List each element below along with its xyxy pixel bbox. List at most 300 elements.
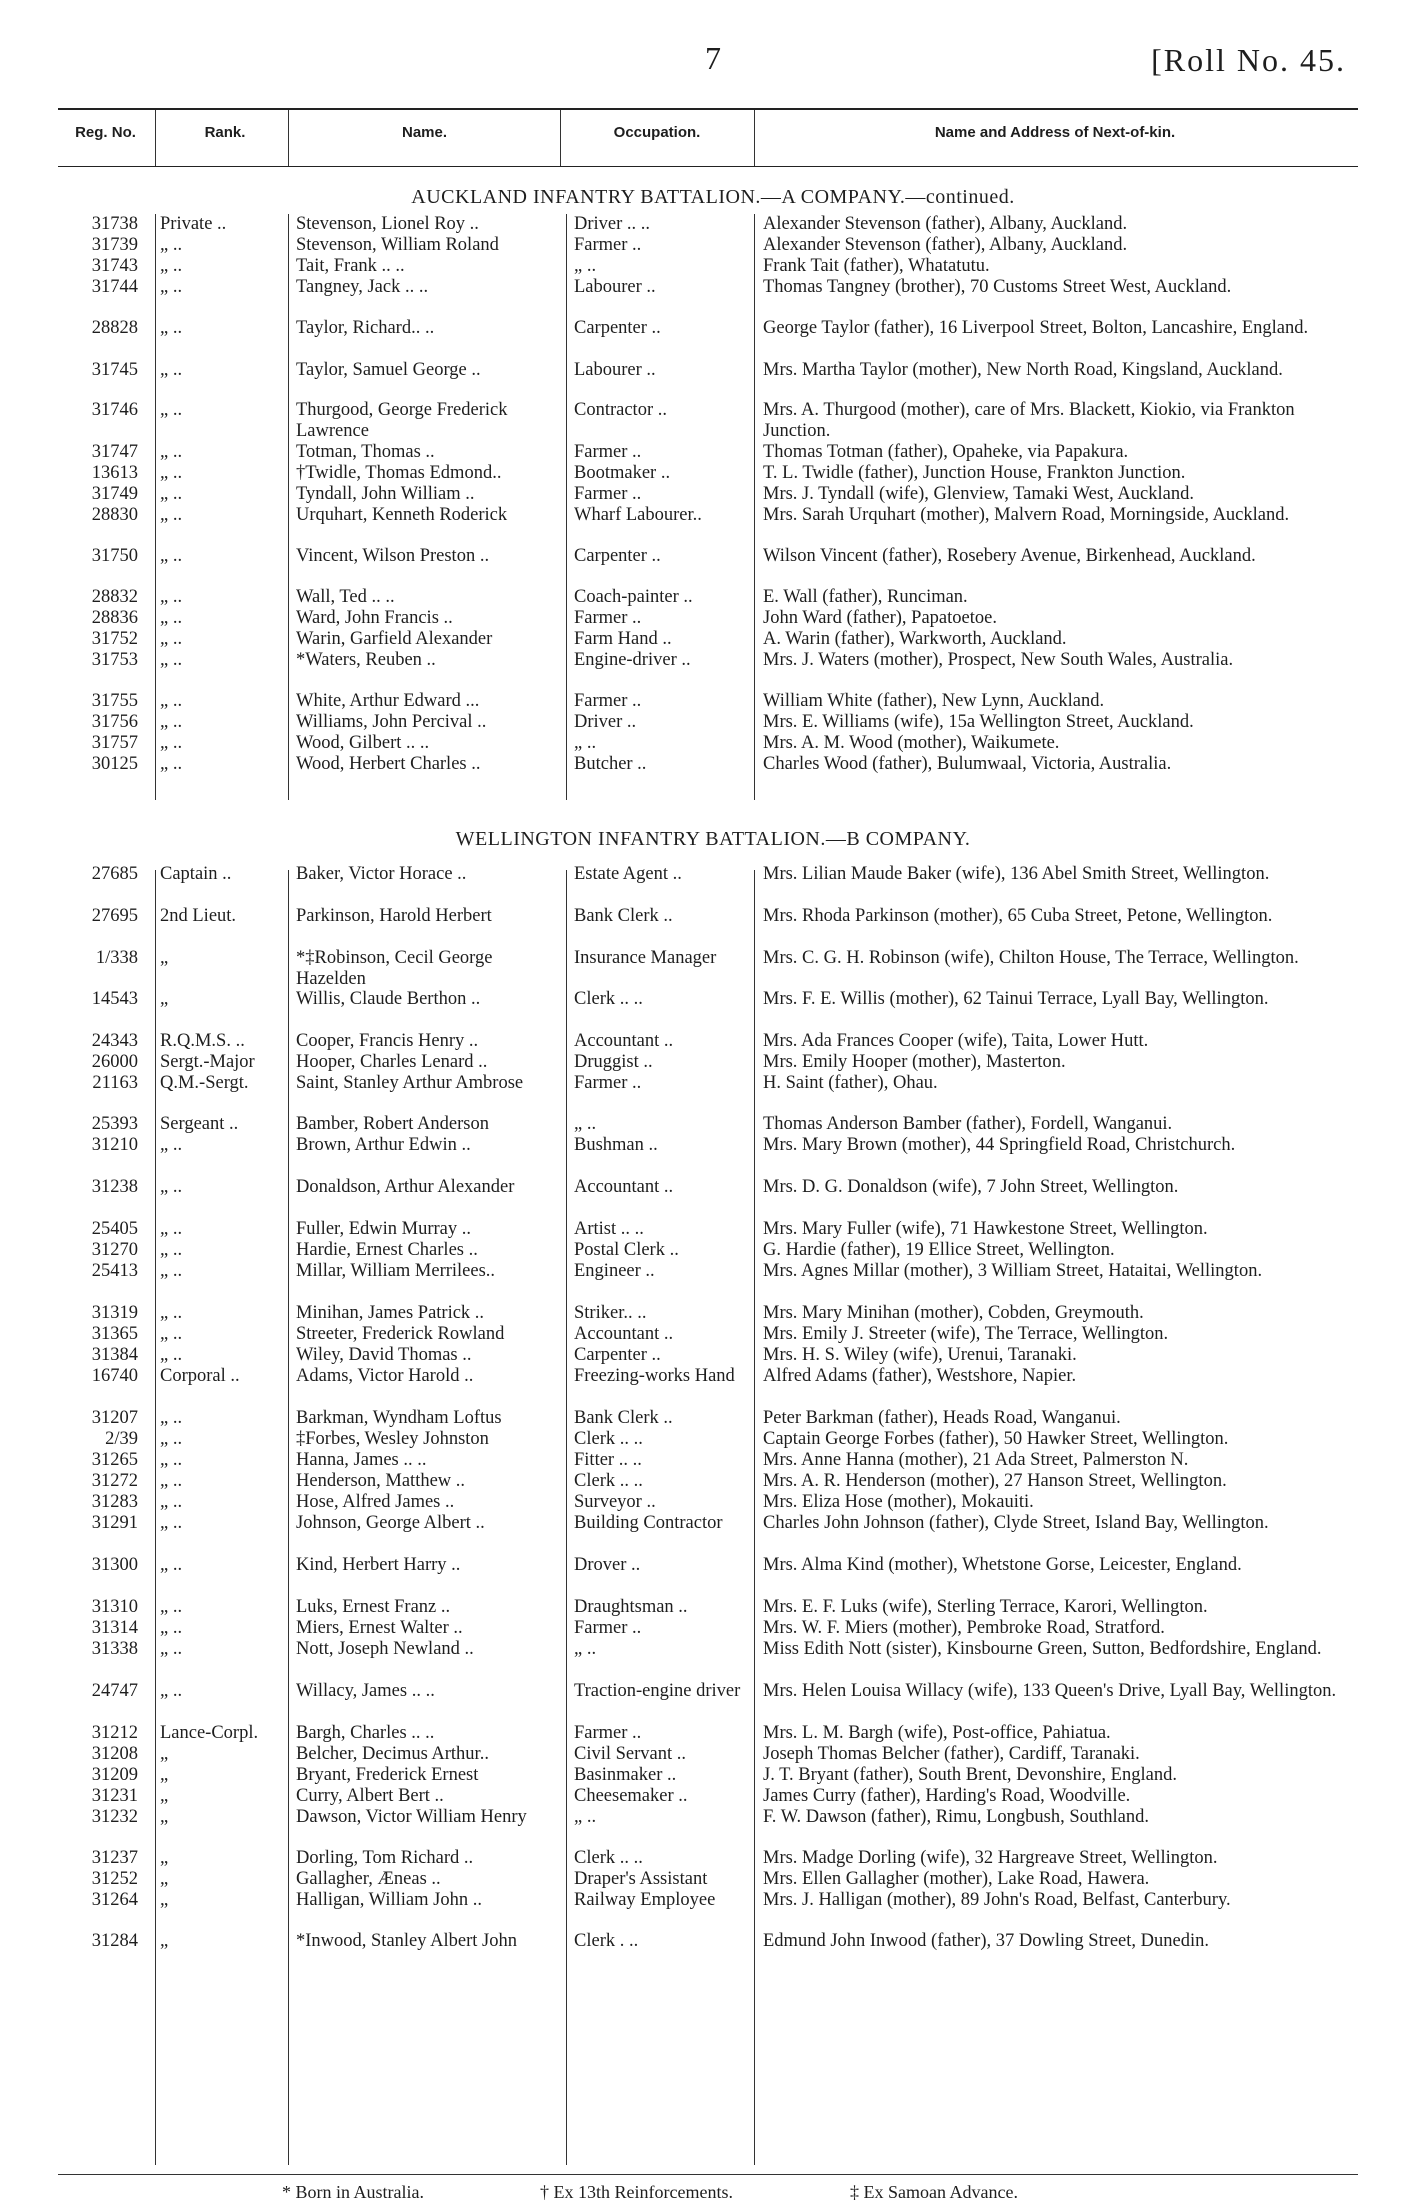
- cell-rank: „ ..: [160, 1345, 183, 1365]
- cell-kin: Wilson Vincent (father), Rosebery Avenue, Birkenhead, Auckland.: [763, 546, 1256, 566]
- cell-rank: „ ..: [160, 442, 183, 462]
- cell-reg: 31283: [91, 1492, 138, 1512]
- cell-rank: „ ..: [160, 1219, 183, 1239]
- column-divider: [754, 870, 755, 2165]
- cell-name: Hooper, Charles Lenard ..: [296, 1052, 488, 1072]
- cell-reg: 31310: [91, 1597, 138, 1617]
- cell-occ: Clerk .. ..: [574, 1848, 643, 1868]
- cell-rank: „ ..: [160, 1471, 183, 1491]
- cell-rank: Corporal ..: [160, 1366, 240, 1386]
- cell-rank: „ ..: [160, 256, 183, 276]
- cell-rank: „ ..: [160, 629, 183, 649]
- cell-kin: Mrs. Eliza Hose (mother), Mokauiti.: [763, 1492, 1034, 1512]
- cell-name: Johnson, George Albert ..: [296, 1513, 485, 1533]
- cell-name: Stevenson, Lionel Roy ..: [296, 214, 479, 234]
- cell-kin: Mrs. Lilian Maude Baker (wife), 136 Abel Smith Street, Wellington.: [763, 864, 1270, 884]
- cell-rank: Sergeant ..: [160, 1114, 239, 1134]
- cell-occ: Butcher ..: [574, 754, 647, 774]
- cell-reg: 31291: [91, 1513, 138, 1533]
- cell-name: Hose, Alfred James ..: [296, 1492, 455, 1512]
- cell-kin: Alexander Stevenson (father), Albany, Auckland.: [763, 235, 1128, 255]
- cell-rank: Captain ..: [160, 864, 232, 884]
- cell-reg: 31264: [91, 1890, 138, 1910]
- cell-occ: Druggist ..: [574, 1052, 653, 1072]
- cell-occ: Cheesemaker ..: [574, 1786, 688, 1806]
- footnote-samoan-advance: ‡ Ex Samoan Advance.: [850, 2182, 1018, 2202]
- cell-name: Tait, Frank .. ..: [296, 256, 405, 276]
- cell-reg: 31284: [91, 1931, 138, 1951]
- cell-rank: „: [160, 989, 169, 1009]
- cell-kin: James Curry (father), Harding's Road, Woodville.: [763, 1786, 1131, 1806]
- cell-reg: 31272: [91, 1471, 138, 1491]
- cell-rank: „ ..: [160, 1555, 183, 1575]
- cell-reg: 31750: [91, 546, 138, 566]
- cell-kin: Mrs. Mary Brown (mother), 44 Springfield Road, Christchurch.: [763, 1135, 1236, 1155]
- cell-occ: Carpenter ..: [574, 318, 661, 338]
- cell-reg: 31338: [91, 1639, 138, 1659]
- cell-reg: 31208: [91, 1744, 138, 1764]
- cell-rank: „ ..: [160, 400, 183, 420]
- cell-occ: Drover ..: [574, 1555, 641, 1575]
- cell-rank: „ ..: [160, 608, 183, 628]
- cell-kin: George Taylor (father), 16 Liverpool Street, Bolton, Lancashire, England.: [763, 318, 1309, 338]
- cell-kin: Alexander Stevenson (father), Albany, Auckland.: [763, 214, 1128, 234]
- cell-rank: „ ..: [160, 1492, 183, 1512]
- cell-name: Belcher, Decimus Arthur..: [296, 1744, 489, 1764]
- cell-rank: „ ..: [160, 360, 183, 380]
- cell-kin: Mrs. Emily Hooper (mother), Masterton.: [763, 1052, 1066, 1072]
- cell-name: Wood, Gilbert .. ..: [296, 733, 430, 753]
- cell-occ: Farmer ..: [574, 1723, 642, 1743]
- cell-kin: Mrs. W. F. Miers (mother), Pembroke Road, Stratford.: [763, 1618, 1165, 1638]
- cell-reg: 31319: [91, 1303, 138, 1323]
- cell-rank: „ ..: [160, 691, 183, 711]
- cell-rank: „ ..: [160, 1681, 183, 1701]
- cell-reg: 31746: [91, 400, 138, 420]
- cell-rank: Sergt.-Major: [160, 1052, 255, 1072]
- cell-kin: Mrs. Madge Dorling (wife), 32 Hargreave Street, Wellington.: [763, 1848, 1218, 1868]
- cell-name: Gallagher, Æneas ..: [296, 1869, 441, 1889]
- cell-occ: Coach-painter ..: [574, 587, 693, 607]
- cell-kin: Mrs. Agnes Millar (mother), 3 William Street, Hataitai, Wellington.: [763, 1261, 1263, 1281]
- cell-kin: Mrs. Mary Fuller (wife), 71 Hawkestone Street, Wellington.: [763, 1219, 1208, 1239]
- cell-occ: Clerk .. ..: [574, 1471, 643, 1491]
- cell-name: Hardie, Ernest Charles ..: [296, 1240, 478, 1260]
- cell-rank: „ ..: [160, 318, 183, 338]
- cell-rank: „: [160, 1869, 169, 1889]
- cell-kin: F. W. Dawson (father), Rimu, Longbush, Southland.: [763, 1807, 1149, 1827]
- cell-name: Curry, Albert Bert ..: [296, 1786, 444, 1806]
- cell-name: Adams, Victor Harold ..: [296, 1366, 474, 1386]
- cell-reg: 31252: [91, 1869, 138, 1889]
- cell-reg: 1/338: [95, 948, 138, 968]
- column-divider: [566, 214, 567, 800]
- page-number: 7: [705, 40, 721, 76]
- cell-rank: „ ..: [160, 1135, 183, 1155]
- cell-kin: Thomas Anderson Bamber (father), Fordell, Wanganui.: [763, 1114, 1173, 1134]
- cell-reg: 31744: [91, 277, 138, 297]
- cell-name: *Waters, Reuben ..: [296, 650, 436, 670]
- cell-kin: Mrs. E. F. Luks (wife), Sterling Terrace, Karori, Wellington.: [763, 1597, 1208, 1617]
- cell-reg: 28836: [91, 608, 138, 628]
- cell-kin: Mrs. Anne Hanna (mother), 21 Ada Street, Palmerston N.: [763, 1450, 1189, 1470]
- cell-reg: 31210: [91, 1135, 138, 1155]
- cell-kin: T. L. Twidle (father), Junction House, Frankton Junction.: [763, 463, 1186, 483]
- cell-reg: 24747: [91, 1681, 138, 1701]
- cell-rank: „ ..: [160, 733, 183, 753]
- cell-name: Vincent, Wilson Preston ..: [296, 546, 490, 566]
- cell-name: Taylor, Richard.. ..: [296, 318, 435, 338]
- cell-name: Willis, Claude Berthon ..: [296, 989, 481, 1009]
- cell-kin: Thomas Totman (father), Opaheke, via Papakura.: [763, 442, 1129, 462]
- column-divider: [560, 110, 561, 166]
- cell-kin: Charles John Johnson (father), Clyde Street, Island Bay, Wellington.: [763, 1513, 1269, 1533]
- cell-kin: Mrs. H. S. Wiley (wife), Urenui, Taranaki.: [763, 1345, 1077, 1365]
- cell-name: Streeter, Frederick Rowland: [296, 1324, 505, 1344]
- roll-label: [Roll No. 45.: [1151, 42, 1346, 78]
- cell-name: Wall, Ted .. ..: [296, 587, 395, 607]
- cell-kin: Edmund John Inwood (father), 37 Dowling Street, Dunedin.: [763, 1931, 1209, 1951]
- cell-kin: Mrs. Alma Kind (mother), Whetstone Gorse, Leicester, England.: [763, 1555, 1242, 1575]
- cell-reg: 2/39: [105, 1429, 138, 1449]
- cell-occ: „ ..: [574, 256, 597, 276]
- cell-reg: 31753: [91, 650, 138, 670]
- cell-occ: Postal Clerk ..: [574, 1240, 679, 1260]
- column-header-rank: Rank.: [204, 124, 246, 141]
- cell-rank: „ ..: [160, 484, 183, 504]
- column-divider: [288, 110, 289, 166]
- cell-occ: Farmer ..: [574, 442, 642, 462]
- cell-rank: „ ..: [160, 505, 183, 525]
- cell-rank: „ ..: [160, 754, 183, 774]
- cell-reg: 31314: [91, 1618, 138, 1638]
- cell-reg: 31212: [91, 1723, 138, 1743]
- cell-kin: Peter Barkman (father), Heads Road, Wanganui.: [763, 1408, 1121, 1428]
- cell-occ: Clerk .. ..: [574, 989, 643, 1009]
- section-title: AUCKLAND INFANTRY BATTALION.—A COMPANY.—continued.: [411, 186, 1015, 208]
- cell-kin: Mrs. L. M. Bargh (wife), Post-office, Pahiatua.: [763, 1723, 1111, 1743]
- cell-occ: Draughtsman ..: [574, 1597, 688, 1617]
- cell-kin: Mrs. Emily J. Streeter (wife), The Terrace, Wellington.: [763, 1324, 1169, 1344]
- cell-name: Warin, Garfield Alexander: [296, 629, 493, 649]
- cell-name: Taylor, Samuel George ..: [296, 360, 481, 380]
- column-divider: [155, 110, 156, 166]
- cell-name: Barkman, Wyndham Loftus: [296, 1408, 502, 1428]
- header-bottom-rule: [58, 166, 1358, 167]
- cell-occ: Engineer ..: [574, 1261, 655, 1281]
- cell-kin: Mrs. J. Tyndall (wife), Glenview, Tamaki West, Auckland.: [763, 484, 1194, 504]
- cell-reg: 31300: [91, 1555, 138, 1575]
- cell-occ: Labourer ..: [574, 277, 656, 297]
- cell-rank: Lance-Corpl.: [160, 1723, 259, 1743]
- cell-kin: Captain George Forbes (father), 50 Hawker Street, Wellington.: [763, 1429, 1229, 1449]
- cell-kin: John Ward (father), Papatoetoe.: [763, 608, 997, 628]
- cell-occ: „ ..: [574, 1639, 597, 1659]
- cell-reg: 26000: [91, 1052, 138, 1072]
- cell-occ: Railway Employee: [574, 1890, 716, 1910]
- cell-kin: A. Warin (father), Warkworth, Auckland.: [763, 629, 1067, 649]
- cell-kin: Mrs. Ada Frances Cooper (wife), Taita, Lower Hutt.: [763, 1031, 1149, 1051]
- cell-reg: 31752: [91, 629, 138, 649]
- cell-occ: Accountant ..: [574, 1324, 674, 1344]
- cell-name: Saint, Stanley Arthur Ambrose: [296, 1073, 524, 1093]
- cell-occ: Carpenter ..: [574, 1345, 661, 1365]
- cell-name: Baker, Victor Horace ..: [296, 864, 467, 884]
- footnote-born-australia: * Born in Australia.: [282, 2182, 424, 2202]
- cell-reg: 16740: [91, 1366, 138, 1386]
- cell-rank: „ ..: [160, 1429, 183, 1449]
- cell-reg: 21163: [92, 1073, 138, 1093]
- cell-kin: Joseph Thomas Belcher (father), Cardiff, Taranaki.: [763, 1744, 1140, 1764]
- cell-name: White, Arthur Edward ...: [296, 691, 480, 711]
- cell-rank: „ ..: [160, 1513, 183, 1533]
- cell-rank: „ ..: [160, 1408, 183, 1428]
- cell-kin: G. Hardie (father), 19 Ellice Street, Wellington.: [763, 1240, 1115, 1260]
- cell-name: Thurgood, George Frederick Lawrence: [296, 400, 508, 441]
- cell-kin: E. Wall (father), Runciman.: [763, 587, 968, 607]
- header-top-rule: [58, 108, 1358, 110]
- cell-kin: Mrs. Sarah Urquhart (mother), Malvern Road, Morningside, Auckland.: [763, 505, 1290, 525]
- cell-occ: Accountant ..: [574, 1177, 674, 1197]
- cell-name: Fuller, Edwin Murray ..: [296, 1219, 471, 1239]
- cell-kin: H. Saint (father), Ohau.: [763, 1073, 938, 1093]
- cell-kin: Alfred Adams (father), Westshore, Napier.: [763, 1366, 1077, 1386]
- cell-reg: 28832: [91, 587, 138, 607]
- cell-reg: 31232: [91, 1807, 138, 1827]
- cell-reg: 25413: [91, 1261, 138, 1281]
- cell-name: Ward, John Francis ..: [296, 608, 453, 628]
- cell-kin: Mrs. E. Williams (wife), 15a Wellington Street, Auckland.: [763, 712, 1194, 732]
- cell-occ: Farmer ..: [574, 235, 642, 255]
- cell-name: Kind, Herbert Harry ..: [296, 1555, 461, 1575]
- cell-rank: „: [160, 1786, 169, 1806]
- cell-reg: 31745: [91, 360, 138, 380]
- column-divider: [754, 110, 755, 166]
- cell-occ: Freezing-works Hand: [574, 1366, 735, 1386]
- cell-reg: 31384: [91, 1345, 138, 1365]
- cell-reg: 28828: [91, 318, 138, 338]
- cell-rank: „: [160, 948, 169, 968]
- cell-name: Millar, William Merrilees..: [296, 1261, 496, 1281]
- cell-occ: Clerk .. ..: [574, 1429, 643, 1449]
- cell-kin: Mrs. A. Thurgood (mother), care of Mrs. Blackett, Kiokio, via Frankton Junction.: [763, 400, 1295, 441]
- cell-name: Willacy, James .. ..: [296, 1681, 435, 1701]
- cell-reg: 31238: [91, 1177, 138, 1197]
- cell-rank: „ ..: [160, 546, 183, 566]
- cell-rank: R.Q.M.S. ..: [160, 1031, 245, 1051]
- cell-reg: 24343: [91, 1031, 138, 1051]
- cell-name: Urquhart, Kenneth Roderick: [296, 505, 508, 525]
- cell-kin: Mrs. Mary Minihan (mother), Cobden, Greymouth.: [763, 1303, 1144, 1323]
- cell-reg: 31747: [91, 442, 138, 462]
- cell-occ: Civil Servant ..: [574, 1744, 687, 1764]
- cell-kin: Mrs. J. Waters (mother), Prospect, New South Wales, Australia.: [763, 650, 1234, 670]
- cell-name: ‡Forbes, Wesley Johnston: [296, 1429, 489, 1449]
- cell-rank: „ ..: [160, 1618, 183, 1638]
- cell-reg: 31365: [91, 1324, 138, 1344]
- cell-name: Stevenson, William Roland: [296, 235, 499, 255]
- cell-rank: „ ..: [160, 1639, 183, 1659]
- cell-rank: „ ..: [160, 650, 183, 670]
- cell-reg: 28830: [91, 505, 138, 525]
- cell-kin: Mrs. D. G. Donaldson (wife), 7 John Street, Wellington.: [763, 1177, 1179, 1197]
- cell-occ: Insurance Manager: [574, 948, 717, 968]
- cell-kin: Mrs. A. R. Henderson (mother), 27 Hanson Street, Wellington.: [763, 1471, 1227, 1491]
- cell-occ: Surveyor ..: [574, 1492, 656, 1512]
- cell-occ: Bank Clerk ..: [574, 1408, 673, 1428]
- cell-kin: Mrs. Helen Louisa Willacy (wife), 133 Queen's Drive, Lyall Bay, Wellington.: [763, 1681, 1337, 1701]
- column-header-next-of-kin: Name and Address of Next-of-kin.: [934, 124, 1176, 141]
- cell-reg: 27685: [91, 864, 138, 884]
- cell-occ: „ ..: [574, 1807, 597, 1827]
- column-header-occupation: Occupation.: [613, 124, 701, 141]
- cell-rank: „ ..: [160, 1324, 183, 1344]
- cell-occ: Labourer ..: [574, 360, 656, 380]
- cell-occ: Driver .. ..: [574, 214, 651, 234]
- cell-occ: Bushman ..: [574, 1135, 658, 1155]
- cell-reg: 31757: [91, 733, 138, 753]
- column-divider: [288, 214, 289, 800]
- cell-reg: 31231: [91, 1786, 138, 1806]
- cell-reg: 31755: [91, 691, 138, 711]
- column-divider: [566, 870, 567, 2165]
- cell-reg: 31237: [91, 1848, 138, 1868]
- cell-name: Luks, Ernest Franz ..: [296, 1597, 451, 1617]
- cell-occ: Bootmaker ..: [574, 463, 671, 483]
- cell-occ: Farmer ..: [574, 608, 642, 628]
- cell-name: Bargh, Charles .. ..: [296, 1723, 435, 1743]
- cell-rank: „ ..: [160, 1240, 183, 1260]
- cell-reg: 30125: [91, 754, 138, 774]
- cell-occ: Building Contractor: [574, 1513, 723, 1533]
- cell-name: Dawson, Victor William Henry: [296, 1807, 527, 1827]
- cell-occ: Draper's Assistant: [574, 1869, 708, 1889]
- cell-occ: Contractor ..: [574, 400, 667, 420]
- cell-name: Wood, Herbert Charles ..: [296, 754, 481, 774]
- cell-reg: 31207: [91, 1408, 138, 1428]
- cell-name: Totman, Thomas ..: [296, 442, 435, 462]
- cell-kin: William White (father), New Lynn, Auckland.: [763, 691, 1105, 711]
- cell-occ: Driver ..: [574, 712, 637, 732]
- cell-reg: 31756: [91, 712, 138, 732]
- cell-name: Bryant, Frederick Ernest: [296, 1765, 479, 1785]
- cell-name: *‡Robinson, Cecil George Hazelden: [296, 948, 493, 989]
- cell-kin: Charles Wood (father), Bulumwaal, Victoria, Australia.: [763, 754, 1172, 774]
- cell-occ: Farmer ..: [574, 691, 642, 711]
- cell-occ: Farmer ..: [574, 1073, 642, 1093]
- cell-name: Miers, Ernest Walter ..: [296, 1618, 463, 1638]
- cell-rank: „: [160, 1848, 169, 1868]
- cell-rank: „ ..: [160, 712, 183, 732]
- cell-kin: J. T. Bryant (father), South Brent, Devonshire, England.: [763, 1765, 1177, 1785]
- cell-name: Nott, Joseph Newland ..: [296, 1639, 474, 1659]
- cell-occ: Farmer ..: [574, 484, 642, 504]
- cell-rank: „: [160, 1744, 169, 1764]
- cell-name: †Twidle, Thomas Edmond..: [296, 463, 502, 483]
- cell-rank: „ ..: [160, 1597, 183, 1617]
- cell-occ: Clerk . ..: [574, 1931, 639, 1951]
- column-divider: [155, 870, 156, 2165]
- cell-kin: Mrs. Ellen Gallagher (mother), Lake Road, Hawera.: [763, 1869, 1150, 1889]
- cell-reg: 27695: [91, 906, 138, 926]
- cell-kin: Mrs. F. E. Willis (mother), 62 Tainui Terrace, Lyall Bay, Wellington.: [763, 989, 1269, 1009]
- column-divider: [754, 214, 755, 800]
- cell-rank: „ ..: [160, 1303, 183, 1323]
- cell-reg: 31265: [91, 1450, 138, 1470]
- cell-rank: „ ..: [160, 1450, 183, 1470]
- cell-rank: „ ..: [160, 463, 183, 483]
- cell-reg: 31749: [91, 484, 138, 504]
- cell-name: Henderson, Matthew ..: [296, 1471, 466, 1491]
- cell-occ: Engine-driver ..: [574, 650, 691, 670]
- cell-occ: Carpenter ..: [574, 546, 661, 566]
- column-header-name: Name.: [401, 124, 448, 141]
- cell-occ: Bank Clerk ..: [574, 906, 673, 926]
- cell-name: Bamber, Robert Anderson: [296, 1114, 489, 1134]
- cell-reg: 14543: [91, 989, 138, 1009]
- cell-kin: Mrs. J. Halligan (mother), 89 John's Road, Belfast, Canterbury.: [763, 1890, 1231, 1910]
- cell-kin: Mrs. Rhoda Parkinson (mother), 65 Cuba Street, Petone, Wellington.: [763, 906, 1273, 926]
- cell-rank: „ ..: [160, 1261, 183, 1281]
- cell-name: Wiley, David Thomas ..: [296, 1345, 472, 1365]
- cell-rank: Private ..: [160, 214, 227, 234]
- cell-occ: Farm Hand ..: [574, 629, 672, 649]
- cell-reg: 25405: [91, 1219, 138, 1239]
- cell-name: Donaldson, Arthur Alexander: [296, 1177, 515, 1197]
- footnote-rule: [58, 2174, 1358, 2175]
- cell-reg: 31739: [91, 235, 138, 255]
- column-divider: [155, 214, 156, 800]
- cell-name: Hanna, James .. ..: [296, 1450, 427, 1470]
- cell-rank: „ ..: [160, 1177, 183, 1197]
- cell-rank: „ ..: [160, 587, 183, 607]
- cell-occ: Basinmaker ..: [574, 1765, 677, 1785]
- cell-reg: 31743: [91, 256, 138, 276]
- cell-reg: 31270: [91, 1240, 138, 1260]
- cell-rank: „: [160, 1807, 169, 1827]
- cell-name: Cooper, Francis Henry ..: [296, 1031, 479, 1051]
- column-header-reg-no: Reg. No.: [75, 124, 136, 141]
- cell-occ: Wharf Labourer..: [574, 505, 702, 525]
- cell-rank: „: [160, 1765, 169, 1785]
- cell-reg: 31738: [91, 214, 138, 234]
- cell-rank: „ ..: [160, 277, 183, 297]
- cell-kin: Miss Edith Nott (sister), Kinsbourne Green, Sutton, Bedfordshire, England.: [763, 1639, 1322, 1659]
- section-title: WELLINGTON INFANTRY BATTALION.—B COMPANY.: [455, 828, 971, 850]
- cell-name: Halligan, William John ..: [296, 1890, 482, 1910]
- cell-reg: 25393: [91, 1114, 138, 1134]
- cell-kin: Mrs. A. M. Wood (mother), Waikumete.: [763, 733, 1060, 753]
- cell-name: Parkinson, Harold Herbert: [296, 906, 492, 926]
- column-divider: [288, 870, 289, 2165]
- cell-occ: Striker.. ..: [574, 1303, 647, 1323]
- cell-occ: Estate Agent ..: [574, 864, 682, 884]
- cell-name: Tangney, Jack .. ..: [296, 277, 429, 297]
- cell-name: Minihan, James Patrick ..: [296, 1303, 485, 1323]
- cell-rank: Q.M.-Sergt.: [160, 1073, 249, 1093]
- cell-kin: Thomas Tangney (brother), 70 Customs Street West, Auckland.: [763, 277, 1232, 297]
- cell-occ: „ ..: [574, 1114, 597, 1134]
- cell-kin: Mrs. C. G. H. Robinson (wife), Chilton House, The Terrace, Wellington.: [763, 948, 1299, 968]
- cell-rank: „: [160, 1890, 169, 1910]
- cell-name: Dorling, Tom Richard ..: [296, 1848, 474, 1868]
- cell-occ: Traction-engine driver: [574, 1681, 741, 1701]
- cell-reg: 13613: [91, 463, 138, 483]
- cell-occ: Artist .. ..: [574, 1219, 644, 1239]
- cell-rank: 2nd Lieut.: [160, 906, 237, 926]
- cell-occ: „ ..: [574, 733, 597, 753]
- cell-occ: Accountant ..: [574, 1031, 674, 1051]
